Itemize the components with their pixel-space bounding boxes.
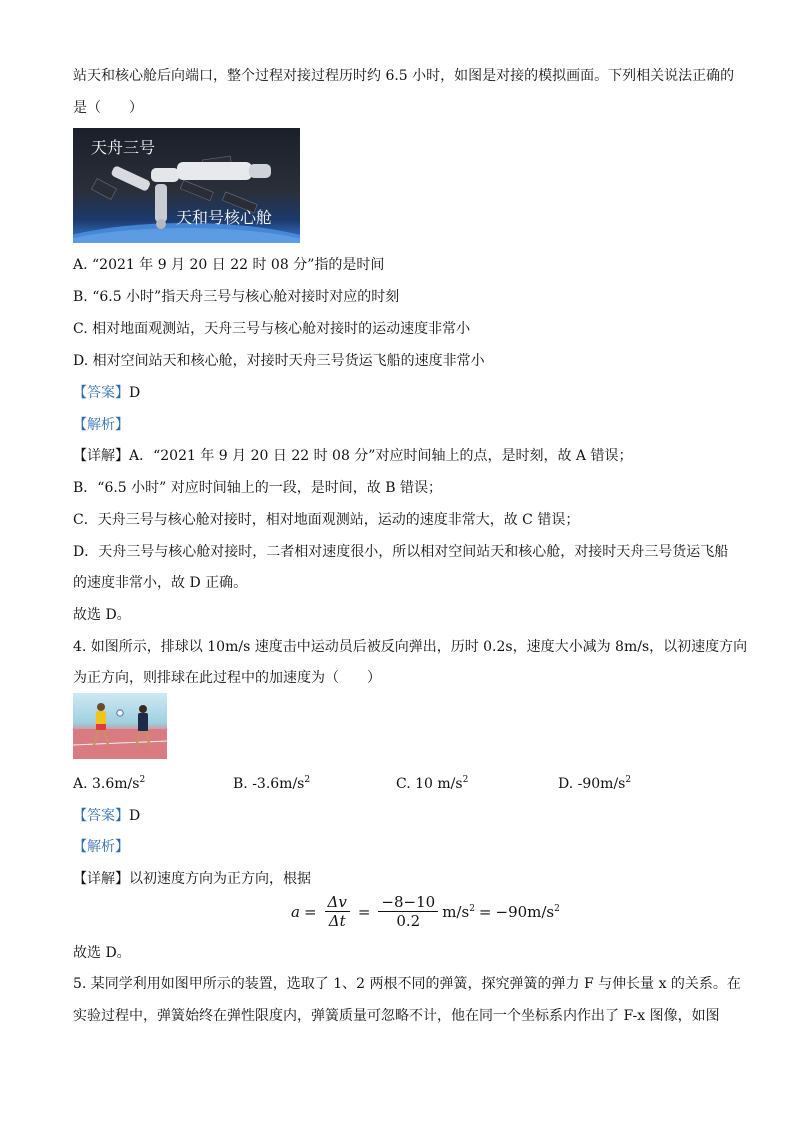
formula-fraction-delta: $\frac{\Delta v}{\Delta t}$: [325, 893, 350, 930]
q3-stem-line2: 是（ ）: [73, 100, 143, 116]
q3-option-b: B. “6.5 小时”指天舟三号与核心舱对接时对应的时刻: [73, 289, 400, 305]
label-tianhe-core-module: 天和号核心舱: [176, 208, 273, 227]
analysis-label: 【解析】: [73, 839, 129, 855]
detail-label: 【详解】: [73, 871, 129, 887]
q3-detail-line4: D．天舟三号与核心舱对接时，二者相对速度很小，所以相对空间站天和核心舱，对接时天舟三号货运飞船: [73, 544, 729, 560]
q3-detail-line3: C．天舟三号与核心舱对接时，相对地面观测站，运动的速度非常大，故 C 错误；: [73, 512, 580, 528]
q3-option-d: D. 相对空间站天和核心舱，对接时天舟三号货运飞船的速度非常小: [73, 353, 485, 369]
q3-detail-line1: [73, 447, 632, 465]
q5-stem-line1: 5. 某同学利用如图甲所示的装置，选取了 1、2 两根不同的弹簧，探究弹簧的弹力 F 与伸长量 x 的关系。在: [73, 976, 741, 992]
q4-option-d: D. $-90m/s^2$: [558, 775, 632, 792]
volleyball-photo: [73, 693, 167, 759]
q4-option-c: C. 10 $m/s^2$: [396, 775, 469, 792]
answer-label: 【答案】: [73, 808, 129, 824]
formula-unit: $m/s^2$: [442, 902, 475, 921]
detail-label: 【详解】: [73, 448, 129, 464]
q4-stem-line1: 4. 如图所示，排球以 10m/s 速度击中运动员后被反向弹出，历时 0.2s，速度大小减为 8m/s，以初速度方向: [73, 639, 748, 655]
label-tianzhou-3: 天舟三号: [91, 138, 156, 157]
q4-answer: [73, 807, 140, 825]
q4-analysis: [73, 838, 129, 856]
q3-stem-line1: 站天和核心舱后向端口，整个过程对接过程历时约 6.5 小时，如图是对接的模拟画面。下列相关说法正确的: [73, 68, 735, 84]
answer-value: D: [129, 808, 141, 824]
formula-lhs: a: [291, 902, 300, 921]
answer-value: D: [129, 385, 141, 401]
q5-stem-line2: 实验过程中，弹簧始终在弹性限度内，弹簧质量可忽略不计，他在同一个坐标系内作出了 F-x 图像，如图: [73, 1008, 720, 1024]
formula-fraction-values: $\frac{-8-10}{0.2}$: [378, 893, 438, 930]
docking-illustration: [73, 128, 300, 243]
q4-detail: [73, 870, 311, 888]
detail-text: A．“2021 年 9 月 20 日 22 时 08 分”对应时间轴上的点，是时刻，故 A 错误；: [129, 448, 633, 464]
q3-analysis: [73, 416, 129, 434]
q3-option-a: A. “2021 年 9 月 20 日 22 时 08 分”指的是时间: [73, 257, 385, 273]
detail-text: 以初速度方向为正方向，根据: [129, 871, 311, 887]
analysis-label: 【解析】: [73, 417, 129, 433]
q4-option-a: A. $3.6m/s^2$: [73, 775, 146, 792]
q3-answer: [73, 384, 140, 402]
q4-option-b: B. $-3.6m/s^2$: [233, 775, 311, 792]
acceleration-formula: a = $\frac{\Delta v}{\Delta t}$ = $\frac{-8-10}{0.2}$ $m/s^2$ = $-90m/s^2$: [291, 893, 560, 930]
q3-option-c: C. 相对地面观测站，天舟三号与核心舱对接时的运动速度非常小: [73, 321, 471, 337]
q3-detail-line5: 的速度非常小，故 D 正确。: [73, 575, 248, 591]
q4-conclusion: 故选 D。: [73, 945, 131, 961]
answer-label: 【答案】: [73, 385, 129, 401]
formula-result: $-90m/s^2$: [495, 902, 560, 921]
q3-detail-line2: B．“6.5 小时” 对应时间轴上的一段，是时间，故 B 错误；: [73, 480, 442, 496]
volleyball-players-graphic: [73, 693, 167, 759]
q4-stem-line2: 为正方向，则排球在此过程中的加速度为（ ）: [73, 670, 381, 686]
q3-conclusion: 故选 D。: [73, 607, 131, 623]
